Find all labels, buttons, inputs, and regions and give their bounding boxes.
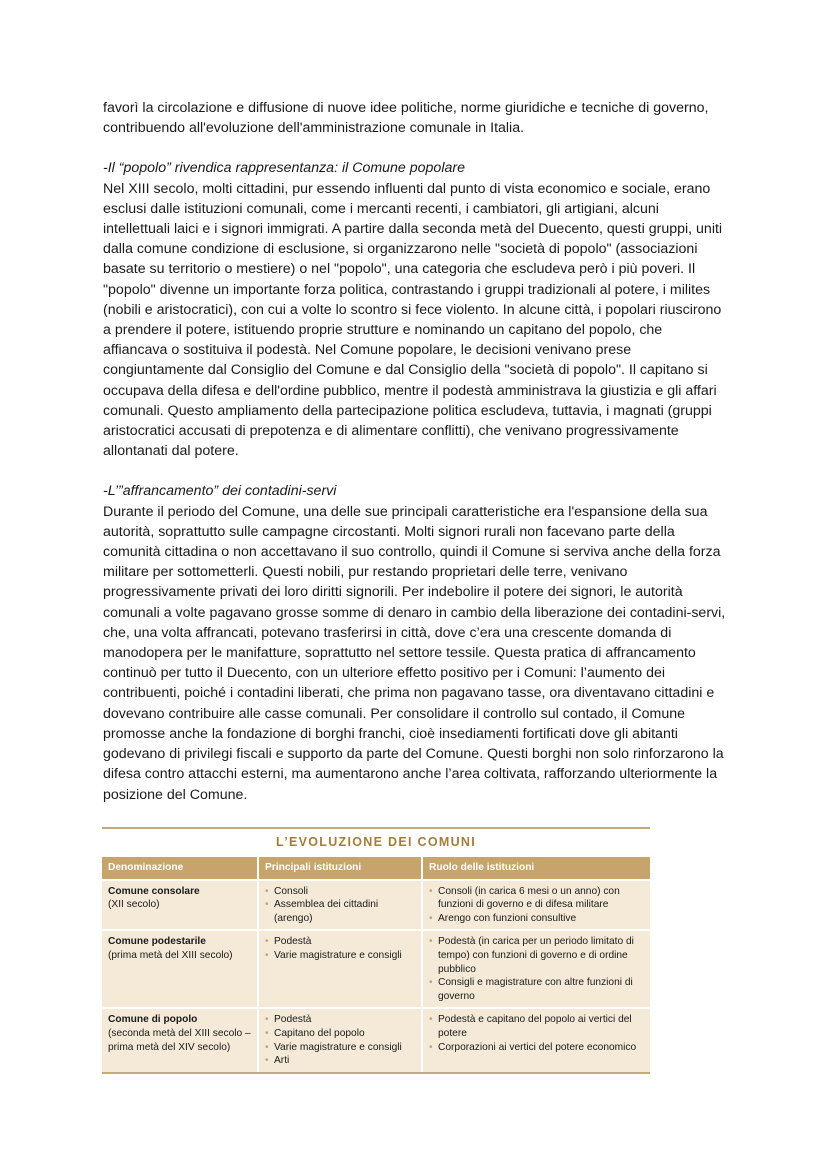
cell-denominazione [102, 930, 258, 1008]
cell-istituzioni [258, 1008, 422, 1072]
comune-period: (prima metà del XIII secolo) [108, 949, 233, 961]
list-item: • Varie magistrature e consigli [265, 1041, 415, 1055]
list-item: • Podestà (in carica per un periodo limitato di tempo) con funzioni di governo e di ordine pubblico [429, 935, 644, 976]
cell-ruolo [422, 930, 650, 1008]
cell-istituzioni [258, 880, 422, 931]
header-denominazione: Denominazione [102, 857, 258, 880]
table-title: L’EVOLUZIONE DEI COMUNI [102, 827, 650, 857]
cell-ruolo [422, 1008, 650, 1072]
table-row [102, 930, 650, 1008]
section-heading-affrancamento: -L’”affrancamento” dei contadini-servi [103, 483, 337, 500]
comune-period: (seconda metà del XIII secolo – prima metà del XIV secolo) [108, 1027, 251, 1053]
list-item: • Corporazioni ai vertici del potere economico [429, 1041, 644, 1055]
list-item: • Arti [265, 1054, 415, 1068]
comune-name: Comune consolare [108, 885, 200, 897]
cell-denominazione [102, 880, 258, 931]
section-paragraph-affrancamento: Durante il periodo del Comune, una delle sue principali caratteristiche era l'espansione della sua autorità, soprattutto sulle campagne circostanti. Molti signori rurali non facevano parte della comunità cittadina o non accettavano il suo controllo, quindi il Comune si serviva anche della forza militare per sottometterli. Questi nobili, pur restando proprietari delle terre, venivano progressivamente privati dei loro diritti signorili. Per indebolire il potere dei signori, le autorità comunali a volte pagavano grosse somme di denaro in cambio della liberazione dei contadini-servi, che, una volta affrancati, potevano trasferirsi in città, dove c’era una crescente domanda di manodopera per le manifatture, soprattutto nel settore tessile. Questa pratica di affrancamento continuò per tutto il Duecento, con un ulteriore effetto positivo per i Comuni: l’aumento dei contribuenti, poiché i contadini liberati, che prima non pagavano tasse, ora diventavano cittadini e dovevano contribuire alle casse comunali. Per consolidare il controllo sul contado, il Comune promosse anche la fondazione di borghi franchi, cioè insediamenti fortificati dove gli abitanti godevano di privilegi fiscali e supporto da parte del Comune. Questi borghi non solo rinforzarono la difesa contro attacchi esterni, ma aumentarono anche l’area coltivata, rafforzando ulteriormente la posizione del Comune. [103, 503, 726, 803]
evoluzione-comuni-table [102, 857, 650, 1074]
list-item: • Assemblea dei cittadini (arengo) [265, 898, 415, 925]
document-body [103, 98, 728, 805]
table-row [102, 1008, 650, 1072]
header-istituzioni: Principali istituzioni [258, 857, 422, 880]
comune-name: Comune podestarile [108, 936, 206, 948]
comune-period: (XII secolo) [108, 899, 160, 911]
table-header-row [102, 857, 650, 880]
header-ruolo: Ruolo delle istituzioni [422, 857, 650, 880]
section-heading-comune-popolare: -Il “popolo” rivendica rappresentanza: il Comune popolare [103, 160, 465, 177]
list-item: • Consoli (in carica 6 mesi o un anno) con funzioni di governo e di difesa militare [429, 885, 644, 912]
list-item: • Podestà e capitano del popolo ai vertici del potere [429, 1013, 644, 1040]
evoluzione-comuni-table-figure [102, 827, 650, 1074]
cell-ruolo [422, 880, 650, 931]
section-paragraph-comune-popolare: Nel XIII secolo, molti cittadini, pur essendo influenti dal punto di vista economico e sociale, erano esclusi dalle istituzioni comunali, come i mercanti recenti, i cambiatori, gli artigiani, alcuni intellettuali laici e i signori immigrati. A partire dalla seconda metà del Duecento, questi gruppi, uniti dalla comune condizione di esclusione, si organizzarono nelle "società di popolo" (associazioni basate su territorio o mestiere) o nel "popolo", una categoria che escludeva però i più poveri. Il "popolo" divenne un importante forza politica, contrastando i gruppi tradizionali al potere, i milites (nobili e aristocratici), con cui a volte lo scontro si fece violento. In alcune città, i popolari riuscirono a prendere il potere, istituendo proprie strutture e nominando un capitano del popolo, che affiancava o sostituiva il podestà. Nel Comune popolare, le decisioni venivano prese congiuntamente dal Consiglio del Comune e dal Consiglio della "società di popolo". Il capitano si occupava della difesa e dell'ordine pubblico, mentre il podestà amministrava la giustizia e gli affari comunali. Questo ampliamento della partecipazione politica escludeva, tuttavia, i magnati (gruppi aristocratici accusati di prepotenza e di alimentare conflitti), che venivano progressivamente allontanati dal potere. [103, 180, 723, 460]
list-item: • Consigli e magistrature con altre funzioni di governo [429, 976, 644, 1003]
comune-name: Comune di popolo [108, 1014, 198, 1026]
list-item: • Capitano del popolo [265, 1027, 415, 1041]
list-item: • Varie magistrature e consigli [265, 949, 415, 963]
list-item: • Arengo con funzioni consultive [429, 912, 644, 926]
list-item: • Consoli [265, 885, 415, 899]
list-item: • Podestà [265, 935, 415, 949]
table-row [102, 880, 650, 931]
cell-istituzioni [258, 930, 422, 1008]
list-item: • Podestà [265, 1013, 415, 1027]
intro-paragraph: favorì la circolazione e diffusione di nuove idee politiche, norme giuridiche e tecniche di governo, contribuendo all'evoluzione dell'amministrazione comunale in Italia. [103, 100, 709, 137]
cell-denominazione [102, 1008, 258, 1072]
